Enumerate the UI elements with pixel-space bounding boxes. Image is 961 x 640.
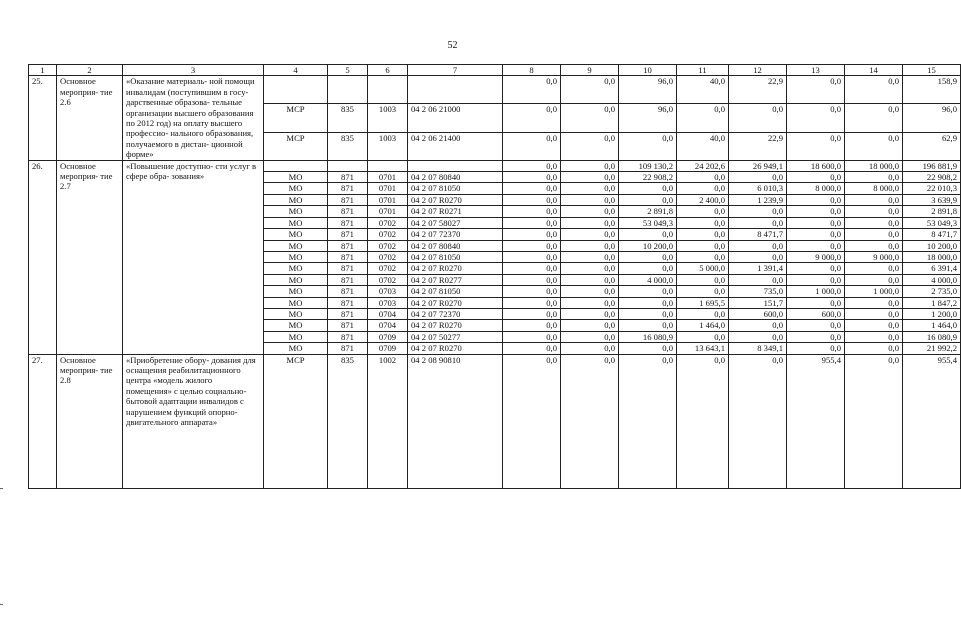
- amount-cell: 0,0: [845, 263, 903, 274]
- amount-cell: 0,0: [503, 354, 561, 488]
- amount-cell: 16 080,9: [619, 331, 677, 342]
- event-type: Основное мероприя- тие 2.8: [57, 354, 123, 488]
- ministry-code: МСР: [264, 104, 328, 132]
- amount-cell: 0,0: [677, 104, 729, 132]
- amount-cell: 18 600,0: [787, 160, 845, 171]
- amount-cell: 0,0: [787, 217, 845, 228]
- amount-cell: 8 349,1: [729, 343, 787, 354]
- amount-cell: 1 464,0: [677, 320, 729, 331]
- amount-cell: 8 000,0: [787, 183, 845, 194]
- amount-cell: 0,0: [677, 331, 729, 342]
- amount-cell: 0,0: [619, 194, 677, 205]
- amount-cell: 0,0: [619, 183, 677, 194]
- amount-cell: 0,0: [677, 229, 729, 240]
- amount-cell: 0,0: [561, 331, 619, 342]
- amount-cell: 40,0: [677, 132, 729, 160]
- amount-cell: 0,0: [729, 354, 787, 488]
- amount-cell: 0,0: [561, 263, 619, 274]
- column-header: 12: [729, 65, 787, 76]
- amount-cell: 0,0: [503, 331, 561, 342]
- amount-cell: 26 949,1: [729, 160, 787, 171]
- amount-cell: 0,0: [561, 194, 619, 205]
- target-code: 04 2 07 81050: [408, 183, 503, 194]
- amount-cell: 0,0: [561, 206, 619, 217]
- amount-cell: 18 000,0: [903, 251, 961, 262]
- amount-cell: 1 239,9: [729, 194, 787, 205]
- amount-cell: 0,0: [729, 104, 787, 132]
- amount-cell: 53 049,3: [903, 217, 961, 228]
- amount-cell: 8 471,7: [729, 229, 787, 240]
- amount-cell: 0,0: [503, 274, 561, 285]
- amount-cell: 22,9: [729, 132, 787, 160]
- scan-mark: [0, 604, 3, 605]
- amount-cell: 0,0: [503, 343, 561, 354]
- amount-cell: 6 391,4: [903, 263, 961, 274]
- amount-cell: 0,0: [561, 132, 619, 160]
- amount-cell: 151,7: [729, 297, 787, 308]
- grbs-code: 871: [328, 274, 368, 285]
- amount-cell: 0,0: [503, 104, 561, 132]
- section-code: 0701: [368, 172, 408, 183]
- grbs-code: 871: [328, 183, 368, 194]
- target-code: 04 2 07 R0277: [408, 274, 503, 285]
- section-code: 1003: [368, 104, 408, 132]
- amount-cell: 0,0: [561, 297, 619, 308]
- amount-cell: 0,0: [561, 251, 619, 262]
- amount-cell: 0,0: [503, 160, 561, 171]
- grbs-code: 871: [328, 286, 368, 297]
- table-body: [29, 65, 961, 489]
- amount-cell: 0,0: [845, 76, 903, 104]
- target-code: 04 2 08 90810: [408, 354, 503, 488]
- amount-cell: 0,0: [845, 354, 903, 488]
- target-code: 04 2 07 R0270: [408, 320, 503, 331]
- section-code: 0704: [368, 308, 408, 319]
- section-code: 0702: [368, 217, 408, 228]
- amount-cell: 0,0: [561, 217, 619, 228]
- amount-cell: 10 200,0: [903, 240, 961, 251]
- event-name: «Приобретение обору- дования для оснащения реабилитационного центра «модель жилого помещения» с целью социально-бытовой адаптации инвалидов с нарушением функций опорно-двигательного аппарата»: [123, 354, 264, 488]
- amount-cell: 0,0: [787, 194, 845, 205]
- column-header: 8: [503, 65, 561, 76]
- ministry-code: МО: [264, 183, 328, 194]
- amount-cell: 0,0: [677, 240, 729, 251]
- amount-cell: 0,0: [503, 132, 561, 160]
- amount-cell: 5 000,0: [677, 263, 729, 274]
- ministry-code: МО: [264, 274, 328, 285]
- amount-cell: 96,0: [903, 104, 961, 132]
- amount-cell: 0,0: [503, 229, 561, 240]
- amount-cell: 0,0: [619, 132, 677, 160]
- amount-cell: 0,0: [561, 274, 619, 285]
- section-code: 0709: [368, 331, 408, 342]
- amount-cell: 0,0: [729, 206, 787, 217]
- amount-cell: 2 891,8: [903, 206, 961, 217]
- amount-cell: 0,0: [787, 172, 845, 183]
- target-code: 04 2 07 R0270: [408, 194, 503, 205]
- amount-cell: 600,0: [729, 308, 787, 319]
- amount-cell: 0,0: [503, 76, 561, 104]
- amount-cell: 955,4: [787, 354, 845, 488]
- row-number: 27.: [29, 354, 57, 488]
- column-header: 2: [57, 65, 123, 76]
- amount-cell: 0,0: [503, 320, 561, 331]
- ministry-code: МО: [264, 251, 328, 262]
- amount-cell: 0,0: [677, 217, 729, 228]
- amount-cell: 96,0: [619, 104, 677, 132]
- amount-cell: 0,0: [503, 172, 561, 183]
- amount-cell: 22,9: [729, 76, 787, 104]
- amount-cell: 0,0: [845, 297, 903, 308]
- section-code: 0702: [368, 240, 408, 251]
- amount-cell: 196 881,9: [903, 160, 961, 171]
- amount-cell: 0,0: [503, 297, 561, 308]
- amount-cell: 2 891,8: [619, 206, 677, 217]
- grbs-code: 871: [328, 172, 368, 183]
- amount-cell: 0,0: [787, 331, 845, 342]
- amount-cell: 1 200,0: [903, 308, 961, 319]
- ministry-code: МО: [264, 308, 328, 319]
- ministry-code: [264, 76, 328, 104]
- event-name: «Повышение доступно- сти услуг в сфере обра- зования»: [123, 160, 264, 354]
- ministry-code: МО: [264, 194, 328, 205]
- grbs-code: 835: [328, 354, 368, 488]
- amount-cell: 0,0: [787, 320, 845, 331]
- section-code: 0709: [368, 343, 408, 354]
- column-header: 15: [903, 65, 961, 76]
- target-code: 04 2 07 R0270: [408, 343, 503, 354]
- ministry-code: МО: [264, 320, 328, 331]
- amount-cell: 0,0: [729, 217, 787, 228]
- amount-cell: 40,0: [677, 76, 729, 104]
- amount-cell: 0,0: [845, 274, 903, 285]
- amount-cell: 21 992,2: [903, 343, 961, 354]
- amount-cell: 0,0: [619, 229, 677, 240]
- amount-cell: 0,0: [503, 194, 561, 205]
- amount-cell: 0,0: [787, 263, 845, 274]
- column-header: 5: [328, 65, 368, 76]
- amount-cell: 0,0: [729, 320, 787, 331]
- amount-cell: 735,0: [729, 286, 787, 297]
- amount-cell: 0,0: [845, 217, 903, 228]
- row-number: 25.: [29, 76, 57, 160]
- amount-cell: 955,4: [903, 354, 961, 488]
- column-header: 10: [619, 65, 677, 76]
- amount-cell: 18 000,0: [845, 160, 903, 171]
- grbs-code: 871: [328, 217, 368, 228]
- amount-cell: 0,0: [561, 343, 619, 354]
- amount-cell: 0,0: [619, 320, 677, 331]
- section-code: 0701: [368, 183, 408, 194]
- amount-cell: 0,0: [787, 206, 845, 217]
- section-code: 0702: [368, 263, 408, 274]
- target-code: 04 2 07 80840: [408, 240, 503, 251]
- amount-cell: 0,0: [845, 343, 903, 354]
- section-code: 1002: [368, 354, 408, 488]
- section-code: 0703: [368, 286, 408, 297]
- amount-cell: 0,0: [845, 132, 903, 160]
- ministry-code: МО: [264, 172, 328, 183]
- table-row: [29, 76, 961, 104]
- amount-cell: 9 000,0: [787, 251, 845, 262]
- ministry-code: [264, 160, 328, 171]
- ministry-code: МО: [264, 263, 328, 274]
- ministry-code: МСР: [264, 354, 328, 488]
- amount-cell: 0,0: [561, 240, 619, 251]
- event-name: «Оказание материаль- ной помощи инвалидам (поступившим в госу- дарственные образова- тельные организации высшего образования по 2012 год) на оплату высшего профессио- нального образования, получаемого в дистан- ционной форме»: [123, 76, 264, 160]
- amount-cell: 0,0: [677, 183, 729, 194]
- amount-cell: 13 643,1: [677, 343, 729, 354]
- column-header: 1: [29, 65, 57, 76]
- section-code: 0702: [368, 251, 408, 262]
- amount-cell: 600,0: [787, 308, 845, 319]
- section-code: [368, 160, 408, 171]
- amount-cell: 24 202,6: [677, 160, 729, 171]
- ministry-code: МО: [264, 331, 328, 342]
- amount-cell: 62,9: [903, 132, 961, 160]
- amount-cell: 0,0: [845, 240, 903, 251]
- amount-cell: 0,0: [561, 104, 619, 132]
- amount-cell: 0,0: [619, 297, 677, 308]
- amount-cell: 0,0: [561, 308, 619, 319]
- amount-cell: 0,0: [845, 104, 903, 132]
- column-header: 4: [264, 65, 328, 76]
- amount-cell: 9 000,0: [845, 251, 903, 262]
- target-code: 04 2 07 R0270: [408, 263, 503, 274]
- amount-cell: 158,9: [903, 76, 961, 104]
- amount-cell: 0,0: [845, 331, 903, 342]
- amount-cell: 4 000,0: [619, 274, 677, 285]
- amount-cell: 0,0: [561, 354, 619, 488]
- target-code: 04 2 07 80840: [408, 172, 503, 183]
- amount-cell: 0,0: [619, 251, 677, 262]
- section-code: 0702: [368, 229, 408, 240]
- amount-cell: 0,0: [561, 229, 619, 240]
- ministry-code: МСР: [264, 132, 328, 160]
- amount-cell: 53 049,3: [619, 217, 677, 228]
- amount-cell: 0,0: [503, 183, 561, 194]
- amount-cell: 0,0: [787, 104, 845, 132]
- grbs-code: 871: [328, 263, 368, 274]
- amount-cell: 0,0: [619, 286, 677, 297]
- grbs-code: 871: [328, 297, 368, 308]
- amount-cell: 0,0: [787, 343, 845, 354]
- amount-cell: 0,0: [503, 251, 561, 262]
- amount-cell: 0,0: [845, 194, 903, 205]
- column-header: 9: [561, 65, 619, 76]
- amount-cell: 0,0: [561, 183, 619, 194]
- amount-cell: 8 000,0: [845, 183, 903, 194]
- amount-cell: 0,0: [787, 229, 845, 240]
- section-code: 0703: [368, 297, 408, 308]
- table-row: [29, 160, 961, 171]
- target-code: 04 2 07 72370: [408, 229, 503, 240]
- amount-cell: 1 391,4: [729, 263, 787, 274]
- target-code: 04 2 06 21400: [408, 132, 503, 160]
- target-code: 04 2 07 72370: [408, 308, 503, 319]
- amount-cell: 0,0: [729, 274, 787, 285]
- section-code: [368, 76, 408, 104]
- ministry-code: МО: [264, 286, 328, 297]
- grbs-code: 871: [328, 206, 368, 217]
- grbs-code: 871: [328, 331, 368, 342]
- section-code: 0701: [368, 206, 408, 217]
- amount-cell: 0,0: [503, 286, 561, 297]
- section-code: 0701: [368, 194, 408, 205]
- grbs-code: 871: [328, 320, 368, 331]
- amount-cell: 96,0: [619, 76, 677, 104]
- amount-cell: 0,0: [677, 354, 729, 488]
- amount-cell: 0,0: [787, 240, 845, 251]
- column-header: 7: [408, 65, 503, 76]
- ministry-code: МО: [264, 343, 328, 354]
- amount-cell: 0,0: [845, 172, 903, 183]
- amount-cell: 4 000,0: [903, 274, 961, 285]
- target-code: 04 2 07 R0271: [408, 206, 503, 217]
- amount-cell: 0,0: [845, 320, 903, 331]
- amount-cell: 6 010,3: [729, 183, 787, 194]
- amount-cell: 109 130,2: [619, 160, 677, 171]
- column-header: 14: [845, 65, 903, 76]
- amount-cell: 1 464,0: [903, 320, 961, 331]
- amount-cell: 1 847,2: [903, 297, 961, 308]
- grbs-code: 871: [328, 308, 368, 319]
- event-type: Основное мероприя- тие 2.6: [57, 76, 123, 160]
- header-row: [29, 65, 961, 76]
- amount-cell: 0,0: [845, 206, 903, 217]
- table-row: [29, 354, 961, 488]
- amount-cell: 0,0: [677, 286, 729, 297]
- section-code: 0702: [368, 274, 408, 285]
- section-code: 1003: [368, 132, 408, 160]
- amount-cell: 10 200,0: [619, 240, 677, 251]
- amount-cell: 3 639,9: [903, 194, 961, 205]
- column-header: 6: [368, 65, 408, 76]
- ministry-code: МО: [264, 206, 328, 217]
- amount-cell: 0,0: [503, 263, 561, 274]
- amount-cell: 2 400,0: [677, 194, 729, 205]
- amount-cell: 0,0: [787, 297, 845, 308]
- amount-cell: 0,0: [561, 160, 619, 171]
- amount-cell: 0,0: [787, 274, 845, 285]
- amount-cell: 0,0: [729, 172, 787, 183]
- grbs-code: 835: [328, 132, 368, 160]
- page-number: 52: [447, 40, 458, 51]
- column-header: 3: [123, 65, 264, 76]
- amount-cell: 0,0: [845, 229, 903, 240]
- amount-cell: 0,0: [503, 240, 561, 251]
- budget-table: [28, 64, 961, 489]
- amount-cell: 0,0: [561, 76, 619, 104]
- amount-cell: 0,0: [503, 217, 561, 228]
- amount-cell: 0,0: [677, 274, 729, 285]
- amount-cell: 0,0: [561, 172, 619, 183]
- amount-cell: 0,0: [787, 76, 845, 104]
- amount-cell: 1 000,0: [787, 286, 845, 297]
- grbs-code: 871: [328, 229, 368, 240]
- ministry-code: МО: [264, 229, 328, 240]
- amount-cell: 0,0: [845, 308, 903, 319]
- column-header: 11: [677, 65, 729, 76]
- amount-cell: 0,0: [677, 172, 729, 183]
- amount-cell: 2 735,0: [903, 286, 961, 297]
- target-code: [408, 76, 503, 104]
- scan-mark: [0, 488, 3, 489]
- amount-cell: 0,0: [561, 320, 619, 331]
- amount-cell: 22 908,2: [903, 172, 961, 183]
- amount-cell: 1 000,0: [845, 286, 903, 297]
- section-code: 0704: [368, 320, 408, 331]
- target-code: 04 2 06 21000: [408, 104, 503, 132]
- amount-cell: 22 908,2: [619, 172, 677, 183]
- amount-cell: 0,0: [619, 263, 677, 274]
- column-header: 13: [787, 65, 845, 76]
- ministry-code: МО: [264, 217, 328, 228]
- amount-cell: 0,0: [677, 251, 729, 262]
- amount-cell: 0,0: [619, 343, 677, 354]
- amount-cell: 0,0: [503, 308, 561, 319]
- amount-cell: 1 695,5: [677, 297, 729, 308]
- amount-cell: 0,0: [729, 331, 787, 342]
- target-code: [408, 160, 503, 171]
- target-code: 04 2 07 81050: [408, 286, 503, 297]
- grbs-code: 871: [328, 251, 368, 262]
- amount-cell: 8 471,7: [903, 229, 961, 240]
- grbs-code: 871: [328, 343, 368, 354]
- grbs-code: [328, 76, 368, 104]
- target-code: 04 2 07 81050: [408, 251, 503, 262]
- amount-cell: 0,0: [619, 308, 677, 319]
- grbs-code: [328, 160, 368, 171]
- ministry-code: МО: [264, 240, 328, 251]
- amount-cell: 0,0: [619, 354, 677, 488]
- amount-cell: 0,0: [503, 206, 561, 217]
- row-number: 26.: [29, 160, 57, 354]
- amount-cell: 0,0: [677, 206, 729, 217]
- amount-cell: 0,0: [677, 308, 729, 319]
- target-code: 04 2 07 50277: [408, 331, 503, 342]
- target-code: 04 2 07 58027: [408, 217, 503, 228]
- amount-cell: 0,0: [729, 240, 787, 251]
- event-type: Основное мероприя- тие 2.7: [57, 160, 123, 354]
- amount-cell: 22 010,3: [903, 183, 961, 194]
- amount-cell: 0,0: [729, 251, 787, 262]
- target-code: 04 2 07 R0270: [408, 297, 503, 308]
- amount-cell: 0,0: [561, 286, 619, 297]
- grbs-code: 871: [328, 240, 368, 251]
- amount-cell: 16 080,9: [903, 331, 961, 342]
- grbs-code: 835: [328, 104, 368, 132]
- amount-cell: 0,0: [787, 132, 845, 160]
- ministry-code: МО: [264, 297, 328, 308]
- grbs-code: 871: [328, 194, 368, 205]
